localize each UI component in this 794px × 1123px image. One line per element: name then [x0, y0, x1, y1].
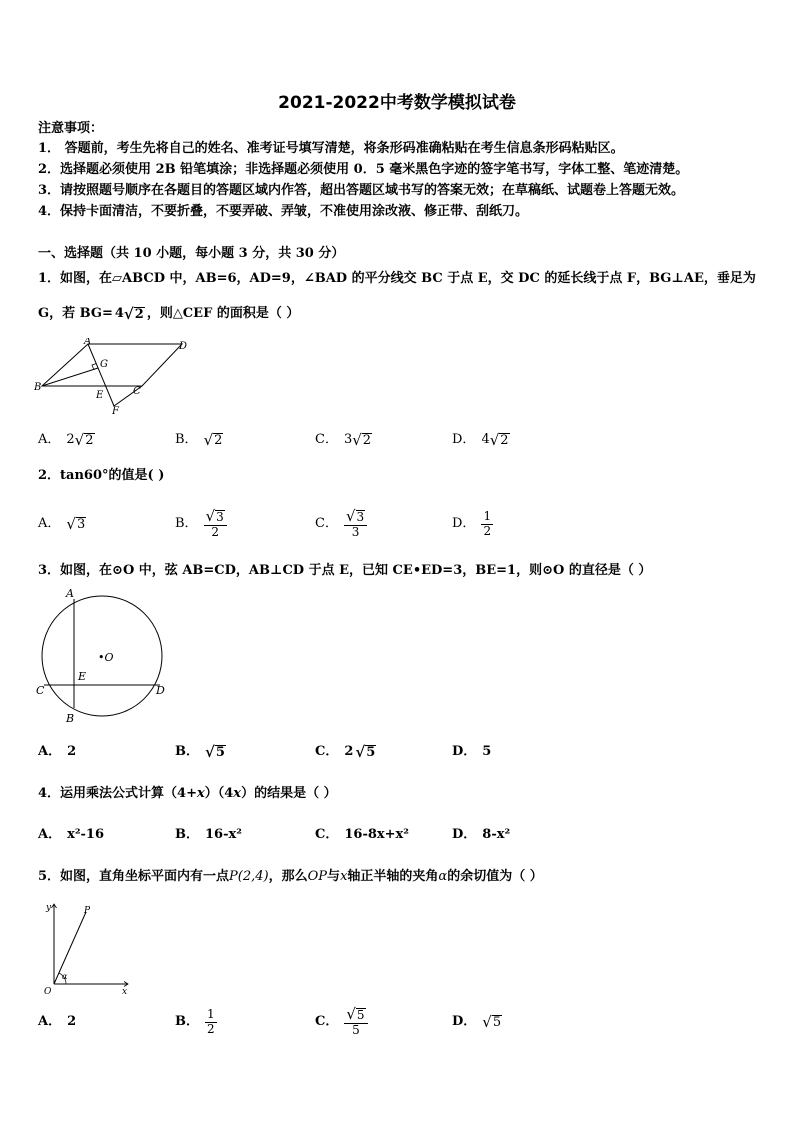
- q1-line2: [38, 305, 299, 323]
- q5-label-alpha: α: [62, 972, 68, 981]
- radicand: 3: [76, 516, 86, 532]
- denominator: 2: [211, 524, 219, 539]
- numerator-radicand: 5: [356, 1008, 365, 1023]
- q1-option-b-value: √ 2: [203, 430, 223, 449]
- q2-option-d[interactable]: [452, 507, 493, 541]
- q5-post: 的余切值为（ ）: [447, 869, 543, 884]
- radicand: 5: [366, 744, 376, 760]
- q5-options: [38, 1005, 638, 1039]
- denominator: 5: [352, 1022, 360, 1037]
- coef: 2: [344, 744, 354, 759]
- q4-option-d[interactable]: [452, 820, 510, 850]
- coef: 4: [481, 432, 490, 447]
- q5-option-b-fraction: [205, 1008, 217, 1035]
- q2-options: [38, 507, 638, 541]
- q1-label-C: C: [133, 386, 141, 397]
- q3-label-E: E: [78, 670, 87, 683]
- radicand: 2: [214, 432, 223, 448]
- denominator: 2: [483, 523, 492, 538]
- q5-text: [38, 868, 543, 886]
- q5-option-a[interactable]: [38, 1005, 76, 1039]
- q1-figure-parallelogram: [32, 338, 197, 418]
- q5-figure-coordinate: [36, 898, 136, 998]
- q4-post: ）的结果是（ ）: [241, 786, 337, 801]
- q3-label-A: A: [66, 587, 74, 600]
- option-label: B．: [175, 516, 198, 531]
- section-heading: 一、选择题（共 10 小题，每小题 3 分，共 30 分）: [38, 246, 345, 261]
- q5-label-P: P: [84, 906, 91, 916]
- q5-mid3: 轴正半轴的夹角: [347, 869, 439, 884]
- option-value: 16-8x+x²: [344, 827, 409, 842]
- option-label: D．: [452, 827, 477, 842]
- q2-option-a-value: √ 3: [66, 514, 86, 533]
- q1-bg-rad: 2: [134, 306, 144, 322]
- q5-alpha: α: [438, 869, 448, 884]
- coef: 2: [66, 432, 75, 447]
- q4-mid: ）（4: [204, 786, 234, 801]
- option-label: C．: [315, 432, 338, 447]
- option-label: C．: [315, 744, 339, 759]
- q5-x: x: [340, 869, 348, 884]
- q1-options: [38, 425, 638, 455]
- q3-label-C: C: [36, 684, 45, 697]
- q3-label-O: •O: [98, 651, 114, 664]
- option-label: B．: [175, 744, 199, 759]
- q1-label-D: D: [179, 341, 188, 352]
- q3-figure-circle: [32, 584, 182, 729]
- numerator-radicand: 3: [216, 510, 224, 525]
- q2-option-a[interactable]: [38, 507, 86, 541]
- denominator: 3: [351, 524, 360, 539]
- q1-label-A: A: [84, 338, 92, 347]
- q4-options: [38, 820, 638, 850]
- q1-option-a-value: 2 √ 2: [66, 425, 94, 455]
- q1-option-c-value: 3 √ 2: [344, 425, 372, 455]
- q4-option-a[interactable]: [38, 820, 104, 850]
- q1-option-b[interactable]: [175, 425, 223, 455]
- q3-option-b[interactable]: [175, 737, 226, 767]
- q1-option-a[interactable]: [38, 425, 95, 455]
- q1-line2-post: ，则△CEF 的面积是（ ）: [146, 306, 300, 321]
- q3-option-b-value: √ 5: [205, 742, 225, 761]
- q5-mid1: ，那么: [268, 869, 308, 884]
- q5-option-d-value: √ 5: [482, 1012, 502, 1031]
- q5-option-d[interactable]: [452, 1005, 502, 1039]
- q5-label-y: y: [46, 903, 52, 913]
- q2-text: 2．tan60°的值是( ): [38, 468, 165, 483]
- option-label: A．: [38, 1014, 62, 1029]
- option-value: x²-16: [67, 827, 105, 842]
- option-value: 8-x²: [482, 827, 511, 842]
- notice-item-4: 4．保持卡面清洁，不要折叠，不要弄破、弄皱，不准使用涂改液、修正带、刮纸刀。: [38, 204, 529, 219]
- q1-line1: 1．如图，在▱ABCD 中，AB=6，AD=9，∠BAD 的平分线交 BC 于点 E，交 DC 的延长线于点 F，BG⊥AE，垂足为: [38, 271, 756, 286]
- notice-item-1: 1． 答题前，考生先将自己的姓名、准考证号填写清楚，将条形码准确粘贴在考生信息条形码粘贴区。: [38, 141, 624, 156]
- radicand: 5: [492, 1014, 502, 1030]
- radicand: 2: [500, 432, 509, 448]
- q5-option-b[interactable]: [175, 1005, 217, 1039]
- q4-x1: x: [196, 786, 205, 801]
- option-label: C．: [315, 516, 338, 531]
- q3-text: 3．如图，在⊙O 中，弦 AB=CD，AB⊥CD 于点 E，已知 CE•ED=3，BE=1，则⊙O 的直径是（ ）: [38, 563, 652, 578]
- option-label: D．: [452, 1014, 477, 1029]
- q5-label-x: x: [122, 987, 128, 997]
- option-label: B．: [175, 827, 199, 842]
- option-value: 2: [67, 744, 77, 759]
- q3-option-c[interactable]: [315, 737, 376, 767]
- option-label: C．: [315, 1014, 339, 1029]
- q5-mid2: 与: [327, 869, 341, 884]
- q1-bg-coef: 4: [114, 306, 124, 321]
- q1-line2-pre: G，若 BG=: [38, 306, 113, 321]
- q4-text: [38, 785, 337, 803]
- q4-option-b[interactable]: [175, 820, 242, 850]
- q1-option-d[interactable]: [452, 425, 510, 455]
- q3-option-c-value: 2 √ 5: [344, 737, 376, 767]
- radicand: 5: [215, 744, 225, 760]
- q1-label-G: G: [100, 359, 108, 370]
- option-label: B．: [175, 1014, 199, 1029]
- numerator: 1: [483, 509, 492, 524]
- option-label: D．: [452, 432, 476, 447]
- notice-item-2: 2．选择题必须使用 2B 铅笔填涂；非选择题必须使用 0．5 毫米黑色字迹的签字笔书写，字体工整、笔迹清楚。: [38, 162, 689, 177]
- option-label: A．: [38, 827, 62, 842]
- q5-pre: 5．如图，直角坐标平面内有一点: [38, 869, 230, 884]
- q5-label-O: O: [44, 987, 52, 997]
- q4-option-c[interactable]: [315, 820, 409, 850]
- denominator: 2: [207, 1021, 215, 1036]
- q1-bg-value: 4 √ 2: [114, 304, 144, 323]
- q1-label-B: B: [34, 382, 42, 393]
- q5-option-c-fraction: √ 5 5: [344, 1007, 367, 1036]
- numerator-radicand: 3: [356, 510, 365, 525]
- q1-option-c[interactable]: [315, 425, 372, 455]
- q4-x2: x: [233, 786, 242, 801]
- option-label: A．: [38, 744, 62, 759]
- q5-point: P(2,4): [229, 869, 269, 884]
- q2-option-b-fraction: √ 3 2: [204, 509, 227, 538]
- q1-option-d-value: 4 √ 2: [481, 425, 509, 455]
- q2-option-b[interactable]: [175, 507, 227, 541]
- q1-label-F: F: [112, 406, 119, 417]
- q3-options: [38, 737, 638, 767]
- q3-option-a[interactable]: [38, 737, 76, 767]
- q1-label-E: E: [96, 390, 104, 401]
- option-value: 16-x²: [205, 827, 242, 842]
- option-label: C．: [315, 827, 339, 842]
- option-label: D．: [452, 744, 477, 759]
- option-value: 2: [67, 1014, 77, 1029]
- option-value: 5: [482, 744, 492, 759]
- q2-option-c[interactable]: [315, 507, 367, 541]
- option-label: B．: [175, 432, 198, 447]
- q5-op: OP: [307, 869, 328, 884]
- radicand: 2: [85, 432, 94, 448]
- notice-heading: 注意事项：: [38, 121, 104, 136]
- q3-label-D: D: [156, 684, 165, 697]
- q3-label-B: B: [66, 712, 75, 725]
- q4-pre: 4．运用乘法公式计算（4+: [38, 786, 197, 801]
- radicand: 2: [362, 432, 372, 448]
- option-label: A．: [38, 516, 61, 531]
- notice-item-3: 3．请按照题号顺序在各题目的答题区域内作答，超出答题区域书写的答案无效；在草稿纸、试题卷上答题无效。: [38, 183, 685, 198]
- page-title: 2021-2022中考数学模拟试卷: [278, 93, 516, 113]
- coef: 3: [343, 432, 353, 447]
- option-label: A．: [38, 432, 61, 447]
- q2-option-d-fraction: [481, 510, 493, 537]
- q3-option-d[interactable]: [452, 737, 491, 767]
- option-label: D．: [452, 516, 476, 531]
- q2-option-c-fraction: √ 3 3: [344, 509, 367, 538]
- numerator: 1: [207, 1007, 215, 1022]
- q5-option-c[interactable]: [315, 1005, 368, 1039]
